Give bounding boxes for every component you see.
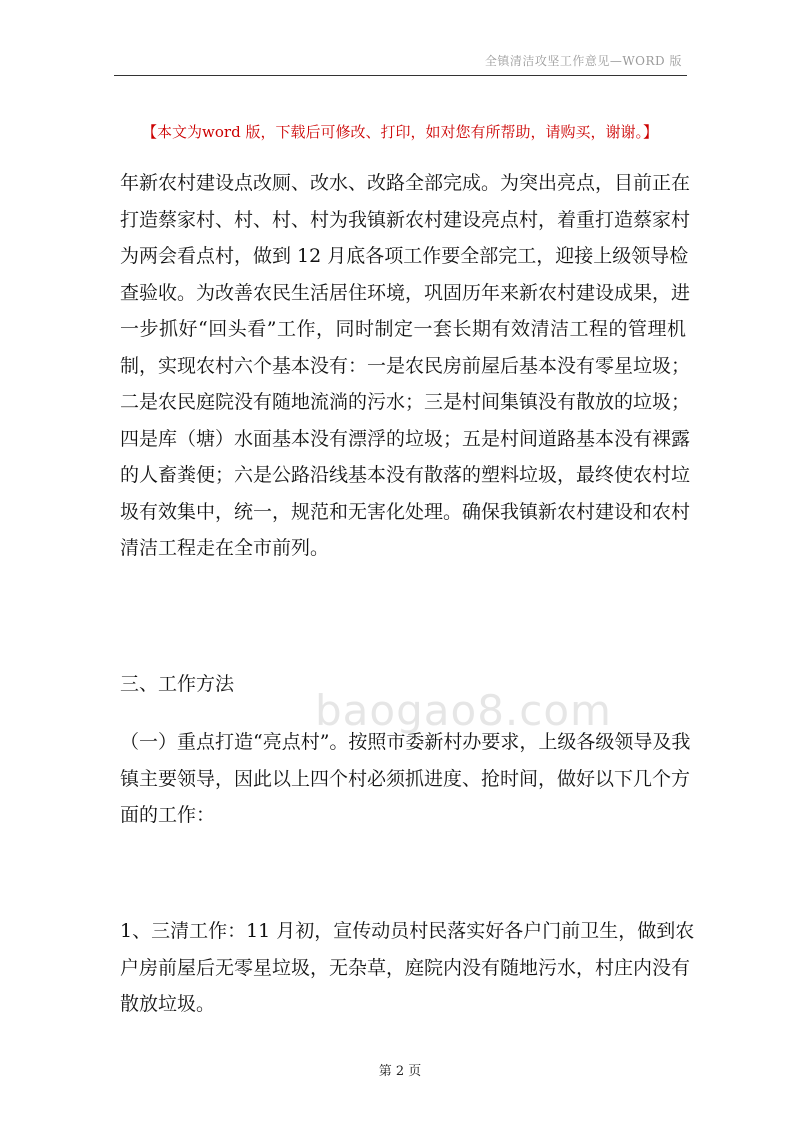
text-line: （一）重点打造“亮点村”。按照市委新村办要求，上级各级领导及我: [120, 731, 691, 753]
purchase-notice: 【本文为word 版，下载后可修改、打印，如对您有所帮助，请购买，谢谢。】: [142, 123, 658, 141]
text-line: 户房前屋后无零星垃圾，无杂草，庭院内没有随地污水，村庄内没有: [120, 956, 691, 979]
text-line: 镇主要领导，因此以上四个村必须抓进度、抢时间，做好以下几个方: [120, 767, 691, 790]
text-line: 年新农村建设点改厕、改水、改路全部完成。为突出亮点，目前正在: [120, 172, 691, 194]
text-line: 面的工作：: [120, 804, 216, 826]
text-line: 打造蔡家村、村、村、村为我镇新农村建设亮点村，着重打造蔡家村: [120, 208, 691, 231]
text-line: 1、三清工作：11 月初，宣传动员村民落实好各户门前卫生，做到农: [120, 920, 695, 942]
text-line: 圾有效集中，统一，规范和无害化处理。确保我镇新农村建设和农村: [120, 500, 691, 523]
text-line: 清洁工程走在全市前列。: [120, 537, 330, 559]
text-line: 一步抓好“回头看”工作，同时制定一套长期有效清洁工程的管理机: [120, 318, 686, 340]
body-paragraph-2: [120, 724, 691, 834]
section-heading: [120, 666, 686, 703]
text-line: 四是库（塘）水面基本没有漂浮的垃圾；五是村间道路基本没有裸露: [120, 427, 691, 450]
text-line: 为两会看点村，做到 12 月底各项工作要全部完工，迎接上级领导检: [120, 245, 689, 267]
body-paragraph-3: [120, 913, 695, 1023]
text-line: 的人畜粪便；六是公路沿线基本没有散落的塑料垃圾，最终使农村垃: [120, 464, 691, 486]
page-number: 第 2 页: [378, 1064, 422, 1079]
text-line: 制，实现农村六个基本没有：一是农民房前屋后基本没有零星垃圾；: [120, 354, 691, 377]
body-paragraph-1: [120, 165, 691, 567]
watermark-text: baogao8.com: [315, 686, 612, 735]
running-header: 全镇清洁攻坚工作意见—WORD 版: [484, 54, 682, 68]
section-heading-text: 三、工作方法: [120, 673, 235, 695]
text-line: 二是农民庭院没有随地流淌的污水；三是村间集镇没有散放的垃圾；: [120, 391, 691, 413]
header-divider: [114, 75, 687, 76]
text-line: 散放垃圾。: [120, 993, 216, 1015]
text-line: 查验收。为改善农民生活居住环境，巩固历年来新农村建设成果，进: [120, 281, 691, 304]
